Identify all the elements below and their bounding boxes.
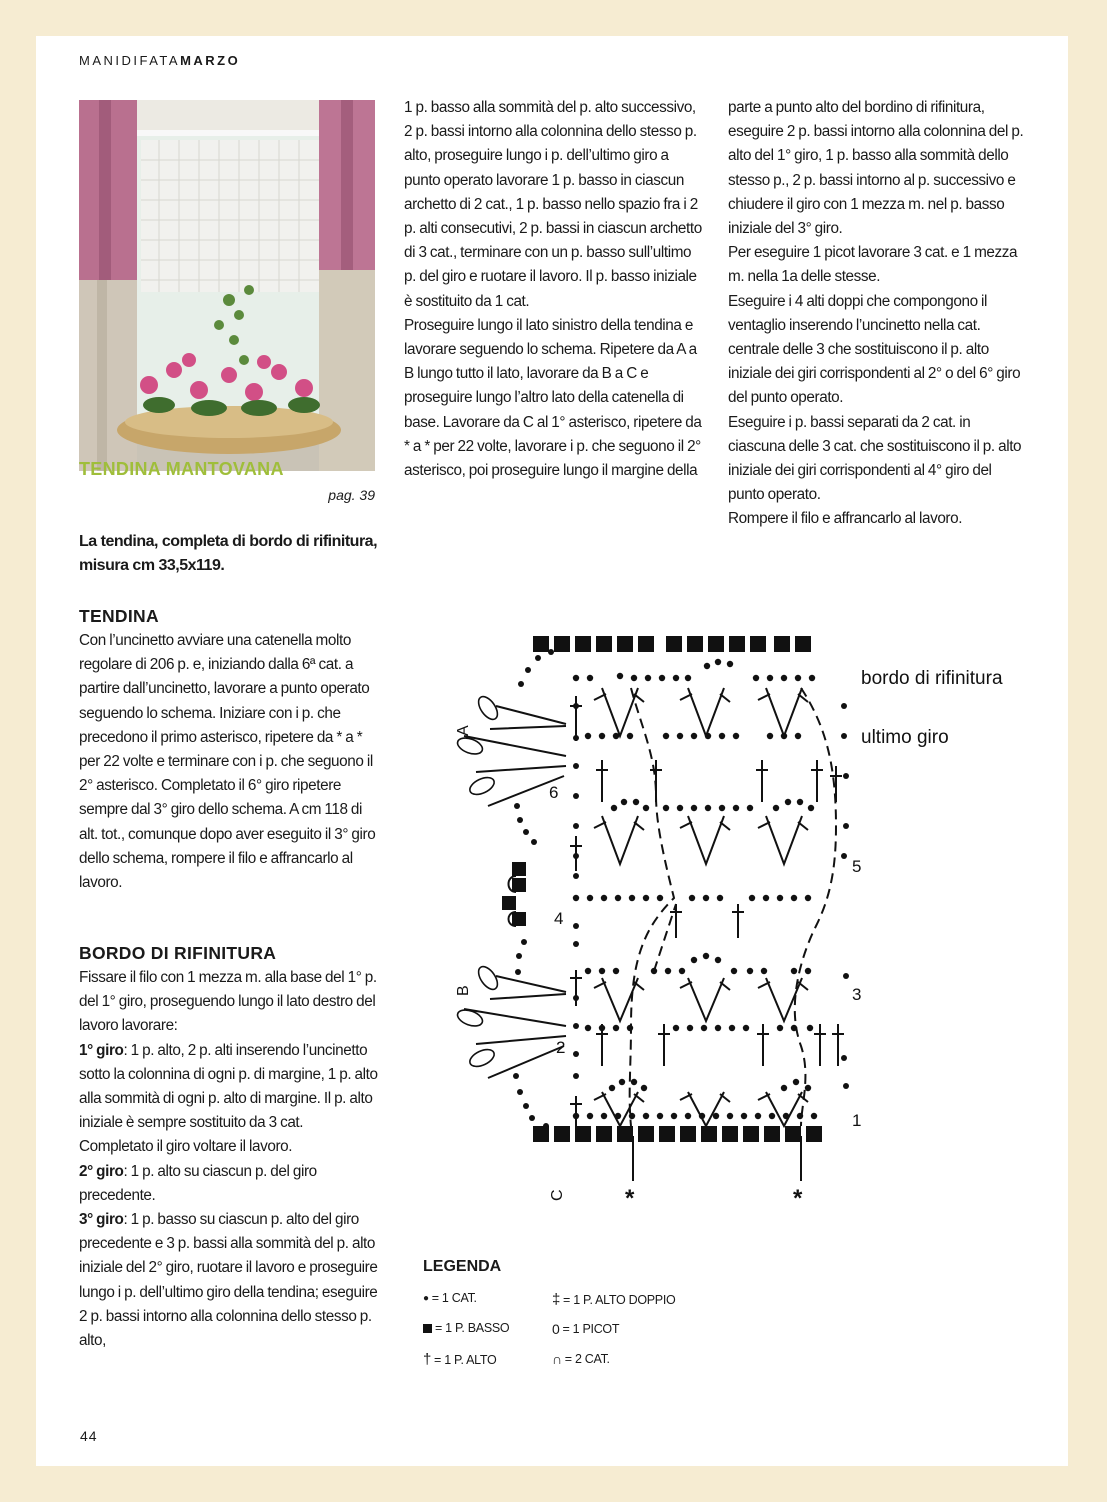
bordo-intro: Fissare il filo con 1 mezza m. alla base del 1° p. del 1° giro, proseguendo lungo il lato destro del lavoro lavorare:: [79, 969, 377, 1035]
middle-column: [404, 96, 706, 483]
giro3-label: 3° giro: [79, 1211, 124, 1229]
heading-tendina: TENDINA: [79, 606, 159, 626]
stitch-symbols: [464, 688, 844, 1181]
picot-icon: 0: [552, 1321, 560, 1337]
page-number: 44: [80, 1428, 98, 1444]
marker-b: B: [455, 985, 472, 996]
magazine-page: [36, 36, 1068, 1466]
right-paragraph-5: Rompere il filo e affrancarlo al lavoro.: [728, 510, 963, 528]
legend-label: = 1 PICOT: [562, 1322, 620, 1336]
right-paragraph-4: Eseguire i p. bassi separati da 2 cat. in ciascuna delle 3 cat. che sostituiscono il p. alto iniziale dei giri corrispondenti al 4° giro del punto operato.: [728, 413, 1022, 504]
pattern-title: TENDINA MANTOVANA: [79, 459, 284, 479]
legend-basso: [423, 1321, 509, 1335]
square-icon: [423, 1324, 432, 1333]
tendina-text: [79, 629, 382, 895]
right-paragraph-3: Eseguire i 4 alti doppi che compongono il ventaglio inserendo l’uncinetto nella cat. centrale delle 3 che sostituiscono il p. alto iniziale dei giri corrispondenti al 2° o del 6° giro del punto operato.: [728, 292, 1021, 407]
giro2-text: : 1 p. alto su ciascun p. del giro precedente.: [79, 1162, 317, 1204]
giro3: [79, 1208, 382, 1353]
masthead-prefix: MANIDIFATA: [79, 53, 181, 68]
asterisk-2: *: [793, 1185, 803, 1212]
marker-c: C: [549, 1189, 566, 1201]
giro2: [79, 1160, 382, 1208]
crochet-chart: [406, 626, 1003, 1216]
right-column: [728, 96, 1030, 532]
marker-a: A: [455, 725, 472, 736]
row-number-1: 1: [852, 1111, 862, 1130]
giro1-note: Completato il giro voltare il lavoro.: [79, 1138, 293, 1156]
chain-dots: [513, 649, 849, 1129]
legend-label: = 1 P. ALTO DOPPIO: [563, 1292, 676, 1307]
page-reference: pag. 39: [328, 487, 375, 503]
row-number-5: 5: [852, 857, 862, 876]
label-ultimo-giro: ultimo giro: [861, 727, 949, 748]
giro1-label: 1° giro: [79, 1041, 124, 1059]
heading-bordo: BORDO DI RIFINITURA: [79, 943, 277, 963]
legend-alto-doppio: [552, 1291, 675, 1308]
legend-title: LEGENDA: [423, 1258, 502, 1275]
right-paragraph-1: parte a punto alto del bordino di rifinitura, eseguire 2 p. bassi intorno alla colonnina del p. alto del 1° giro, 1 p. basso alla sommità dello stesso p., 2 p. bassi intorno al p. successivo e chiudere il giro con 1 mezza m. nel p. basso iniziale del 3° giro.: [728, 99, 1024, 238]
legend-cat: [423, 1291, 477, 1305]
post-icon: †: [423, 1351, 432, 1368]
row-number-6: 6: [549, 783, 559, 802]
double-post-icon: ‡: [552, 1291, 561, 1308]
bordo-text: [79, 966, 382, 1353]
arch-icon: ∩: [552, 1351, 562, 1367]
middle-paragraph-1: 1 p. basso alla sommità del p. alto successivo, 2 p. bassi intorno alla colonnina dello stesso p. alto, proseguire lungo i p. dell’ultimo giro a punto operato lavorare 1 p. basso in ciascun archetto di 2 cat., 1 p. basso nello spazio fra i 2 p. alti consecutivi, 2 p. bassi in ciascun archetto di 3 cat., terminare con un p. basso sull’ultimo p. del giro e ruotare il lavoro. Il p. basso iniziale è sostituito da 1 cat.: [404, 99, 702, 310]
legend-label: = 1 P. ALTO: [434, 1352, 497, 1367]
label-bordo-rifinitura: bordo di rifinitura: [861, 668, 1003, 689]
giro3-text: : 1 p. basso su ciascun p. alto del giro precedente e 3 p. bassi alla sommità del p. alto iniziale del 2° giro, ruotare il lavoro e proseguire lungo i p. dell’ultimo giro della tendina; eseguire 2 p. bassi intorno alla colonnina dello stesso p. alto,: [79, 1211, 378, 1350]
masthead: [79, 53, 240, 68]
tendina-paragraph: Con l’uncinetto avviare una catenella molto regolare di 206 p. e, iniziando dalla 6ª cat. a partire dall’uncinetto, lavorare a punto operato seguendo lo schema. Iniziare con i p. che precedono il primo asterisco, ripetere da * a * per 22 volte e terminare con i p. che seguono il 2° asterisco. Completato il 6° giro ripetere sempre dal 3° giro dello schema. A cm 118 di alt. tot., comunque dopo aver eseguito il 3° giro dello schema, rompere il filo e affrancarlo al lavoro.: [79, 632, 376, 892]
intro-text: La tendina, completa di bordo di rifinitura, misura cm 33,5x119.: [79, 533, 378, 574]
legend-label: = 1 P. BASSO: [435, 1321, 510, 1335]
legend-label: = 1 CAT.: [431, 1291, 477, 1305]
border-squares-top: [533, 636, 811, 652]
row-number-4: 4: [554, 909, 564, 928]
legend-alto: [423, 1351, 496, 1368]
masthead-month: MARZO: [180, 53, 241, 68]
curtain-photo: [79, 100, 375, 471]
row-number-2: 2: [556, 1038, 566, 1057]
giro1: [79, 1039, 382, 1136]
asterisk-1: *: [625, 1185, 635, 1212]
dot-icon: ●: [423, 1292, 429, 1304]
giro1-text: : 1 p. alto, 2 p. alti inserendo l’uncinetto sotto la colonnina di ogni p. di margine, 1 p. alto alla sommità di ogni p. alto di margine. Il p. alto iniziale è sempre sostituito da 3 cat.: [79, 1041, 378, 1132]
legend-2cat: [552, 1351, 610, 1367]
middle-paragraph-2: Proseguire lungo il lato sinistro della tendina e lavorare seguendo lo schema. Ripetere da A a B lungo tutto il lato, lavorare da B a C e proseguire lungo l’altro lato della catenella di base. Lavorare da C al 1° asterisco, ripetere da * a * per 22 volte, lavorare i p. che seguono il 2° asterisco, poi proseguire lungo il margine della: [404, 316, 702, 480]
right-paragraph-2: Per eseguire 1 picot lavorare 3 cat. e 1 mezza m. nella 1a delle stesse.: [728, 244, 1018, 286]
row-number-3: 3: [852, 985, 862, 1004]
legend-picot: [552, 1321, 619, 1337]
legend-label: = 2 CAT.: [564, 1352, 610, 1366]
giro2-label: 2° giro: [79, 1162, 124, 1180]
